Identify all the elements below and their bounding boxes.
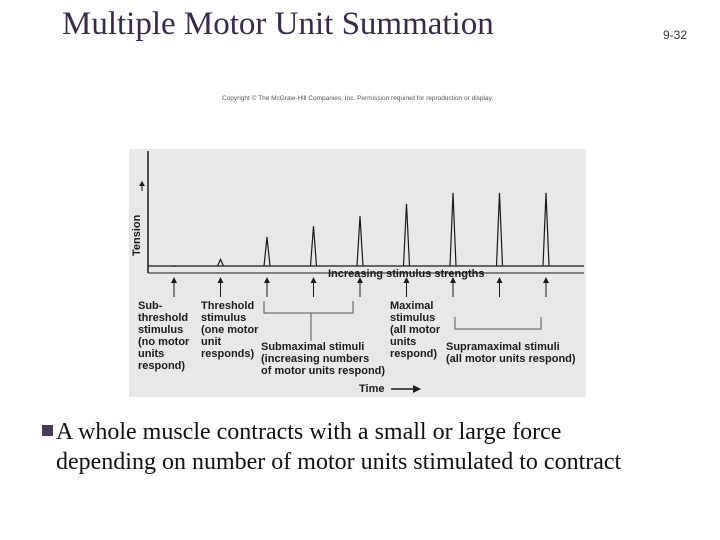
twitch-spike <box>404 204 410 266</box>
label-subthreshold: Sub- threshold stimulus (no motor units respond) <box>138 300 190 372</box>
submaximal-bracket <box>264 301 353 313</box>
stimulus-arrow-group <box>171 277 549 297</box>
label-threshold: Threshold stimulus (one motor unit responds) <box>201 300 259 360</box>
time-arrowhead <box>413 385 421 393</box>
baseline-caption: Increasing stimulus strengths <box>328 268 485 280</box>
label-submaximal: Submaximal stimuli (increasing numbers of motor units respond) <box>261 341 386 377</box>
bullet-square-icon <box>42 425 53 436</box>
bullet-point <box>44 417 664 477</box>
label-supramaximal: Supramaximal stimuli (all motor units respond) <box>446 341 576 365</box>
twitch-spike <box>497 193 503 266</box>
copyright-notice: Copyright © The McGraw-Hill Companies, Inc. Permission required for reproduction or display. <box>222 95 494 102</box>
twitch-spike <box>450 193 456 266</box>
twitch-spike <box>264 237 270 266</box>
summation-figure <box>129 149 586 397</box>
x-axis-label: Time <box>359 383 385 395</box>
twitch-spike <box>543 193 549 266</box>
y-axis-arrowhead <box>139 181 145 186</box>
twitch-group <box>171 193 549 266</box>
stimulus-arrowhead <box>171 277 177 283</box>
y-axis-label: Tension <box>131 214 143 256</box>
supramaximal-bracket <box>455 317 541 329</box>
label-maximal: Maximal stimulus (all motor units respond) <box>390 300 441 360</box>
twitch-spike <box>357 216 363 266</box>
stimulus-arrowhead <box>218 277 224 283</box>
slide-number: 9-32 <box>663 28 688 42</box>
slide-title: Multiple Motor Unit Summation <box>62 6 494 42</box>
stimulus-arrowhead <box>543 277 549 283</box>
twitch-spike <box>311 226 317 266</box>
bullet-text: A whole muscle contracts with a small or large force depending on number of motor units stimulated to contract <box>56 419 622 475</box>
stimulus-arrowhead <box>311 277 317 283</box>
stimulus-arrowhead <box>497 277 503 283</box>
twitch-spike <box>218 259 224 266</box>
stimulus-arrowhead <box>264 277 270 283</box>
